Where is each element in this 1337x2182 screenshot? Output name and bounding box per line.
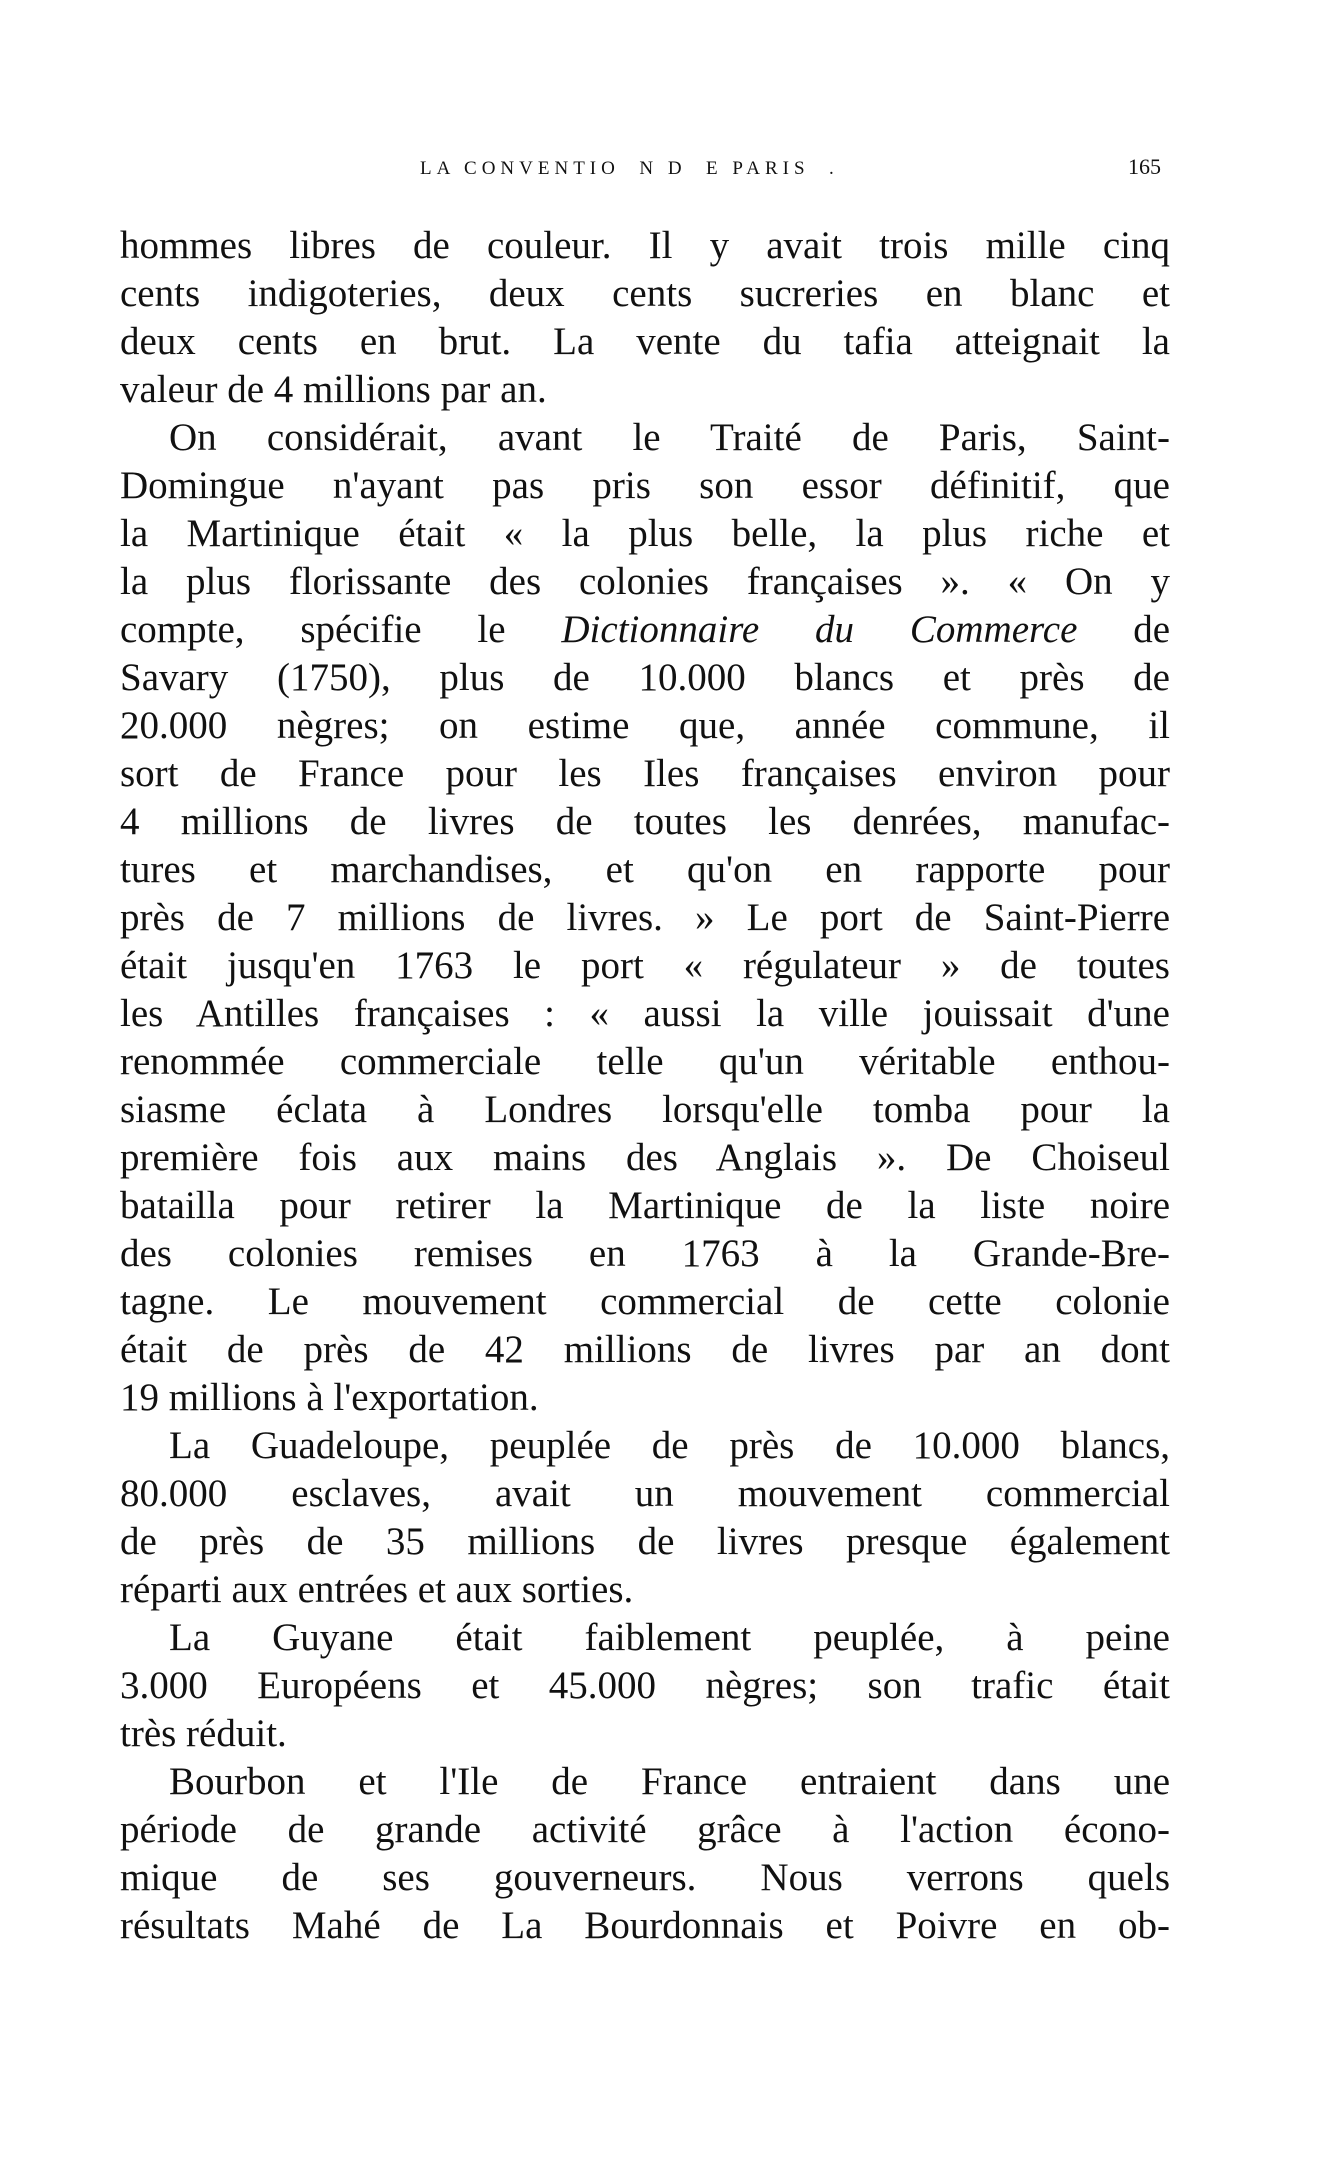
text-line: 3.000 Européens et 45.000 nègres; son trafic était <box>120 1664 1170 1707</box>
book-title-italic: Dictionnaire du Commerce <box>561 608 1078 651</box>
text-line: La Guadeloupe, peuplée de près de 10.000 blancs, <box>169 1424 1170 1467</box>
text-line: les Antilles françaises : « aussi la ville jouissait d'une <box>120 992 1170 1035</box>
text-line: Savary (1750), plus de 10.000 blancs et près de <box>120 656 1170 699</box>
text-line: sort de France pour les Iles françaises environ pour <box>120 752 1170 795</box>
text-line: renommée commerciale telle qu'un véritable enthou- <box>120 1040 1170 1083</box>
body-text <box>120 222 1170 1950</box>
text-line: était de près de 42 millions de livres par an dont <box>120 1328 1170 1371</box>
text-line: tures et marchandises, et qu'on en rapporte pour <box>120 848 1170 891</box>
text-line: la Martinique était « la plus belle, la plus riche et <box>120 512 1170 555</box>
text-line: réparti aux entrées et aux sorties. <box>120 1568 634 1611</box>
page-number: 165 <box>1128 154 1161 179</box>
text-line: cents indigoteries, deux cents sucreries en blanc et <box>120 272 1170 315</box>
text-line: hommes libres de couleur. Il y avait trois mille cinq <box>120 224 1170 267</box>
text-line: 4 millions de livres de toutes les denrées, manufac- <box>120 800 1170 843</box>
text-line: période de grande activité grâce à l'action écono- <box>120 1808 1170 1851</box>
text-line: la plus florissante des colonies françaises ». « On y <box>120 560 1170 603</box>
text-line: 80.000 esclaves, avait un mouvement commercial <box>120 1472 1170 1515</box>
text-line: Bourbon et l'Ile de France entraient dans une <box>169 1760 1170 1803</box>
text-line: mique de ses gouverneurs. Nous verrons quels <box>120 1856 1170 1899</box>
text-line: Domingue n'ayant pas pris son essor définitif, que <box>120 464 1170 507</box>
text-line-end: de <box>1077 608 1170 651</box>
text-line: résultats Mahé de La Bourdonnais et Poivre en ob- <box>120 1904 1170 1947</box>
text-line: de près de 35 millions de livres presque également <box>120 1520 1170 1563</box>
text-line: On considérait, avant le Traité de Paris, Saint- <box>169 416 1170 459</box>
text-line-start: compte, spécifie le <box>120 608 562 651</box>
text-line: tagne. Le mouvement commercial de cette colonie <box>120 1280 1170 1323</box>
text-line: 19 millions à l'exportation. <box>120 1376 539 1419</box>
text-line: très réduit. <box>120 1712 287 1755</box>
text-line: près de 7 millions de livres. » Le port de Saint-Pierre <box>120 896 1170 939</box>
text-line: était jusqu'en 1763 le port « régulateur » de toutes <box>120 944 1170 987</box>
text-line: La Guyane était faiblement peuplée, à peine <box>169 1616 1170 1659</box>
text-line: deux cents en brut. La vente du tafia atteignait la <box>120 320 1170 363</box>
text-line: siasme éclata à Londres lorsqu'elle tomba pour la <box>120 1088 1170 1131</box>
text-line-with-italic <box>120 606 1170 654</box>
text-line: valeur de 4 millions par an. <box>120 368 547 411</box>
text-line: des colonies remises en 1763 à la Grande-Bre- <box>120 1232 1170 1275</box>
running-head <box>0 154 1337 188</box>
text-line: 20.000 nègres; on estime que, année commune, il <box>120 704 1170 747</box>
running-title: LA CONVENTIO N D E PARIS . <box>420 158 839 179</box>
text-line: batailla pour retirer la Martinique de la liste noire <box>120 1184 1170 1227</box>
text-line: première fois aux mains des Anglais ». De Choiseul <box>120 1136 1170 1179</box>
